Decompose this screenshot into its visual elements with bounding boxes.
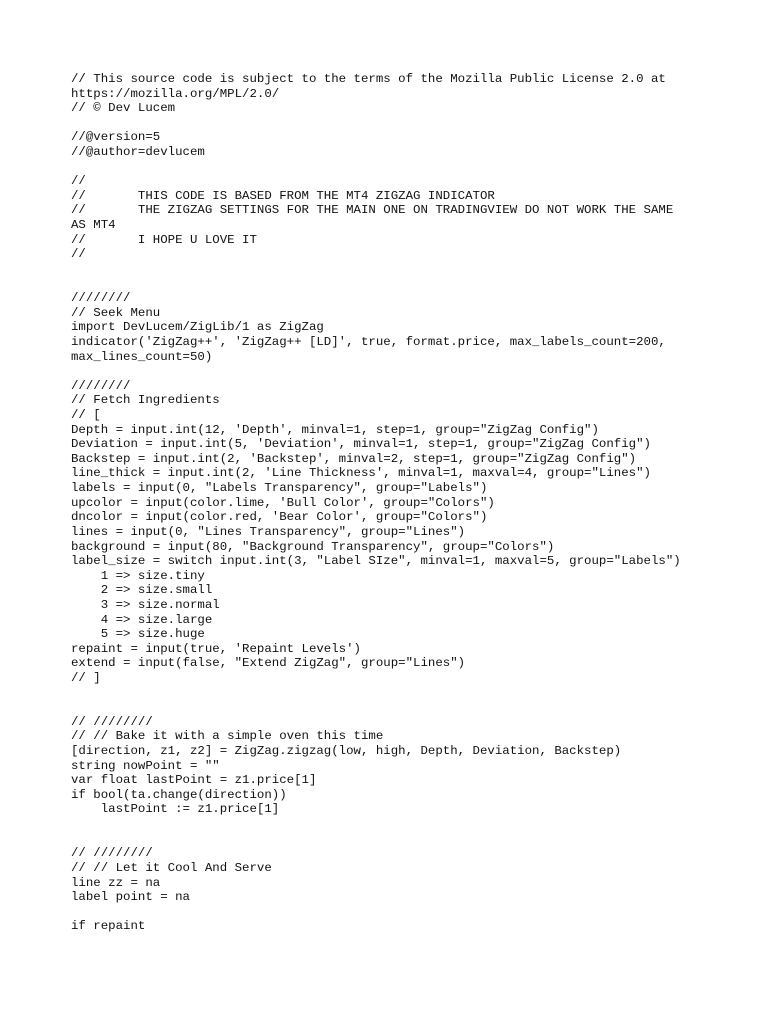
code-line: lines = input(0, "Lines Transparency", group="Lines") — [71, 524, 466, 539]
code-line: // — [71, 247, 86, 262]
code-line: string nowPoint = "" — [71, 758, 220, 773]
code-line: dncolor = input(color.red, 'Bear Color', group="Colors") — [71, 510, 488, 525]
code-line: line_thick = input.int(2, 'Line Thickness', minval=1, maxval=4, group="Lines") — [71, 466, 651, 481]
code-line: label point = na — [71, 890, 190, 905]
code-line: // //////// — [71, 846, 153, 861]
code-line: //////// — [71, 378, 131, 393]
code-line: max_lines_count=50) — [71, 349, 213, 364]
code-line: labels = input(0, "Labels Transparency", group="Labels") — [71, 481, 488, 496]
code-line — [71, 160, 711, 175]
code-line — [71, 905, 711, 920]
code-line: 4 => size.large — [71, 612, 213, 627]
code-line: var float lastPoint = z1.price[1] — [71, 773, 317, 788]
code-line — [71, 364, 711, 379]
code-line: //////// — [71, 291, 131, 306]
code-line: line zz = na — [71, 875, 161, 890]
source-code-block — [71, 72, 711, 934]
code-line: // THIS CODE IS BASED FROM THE MT4 ZIGZAG INDICATOR — [71, 188, 495, 203]
code-line: // //////// — [71, 714, 153, 729]
code-line: // — [71, 174, 86, 189]
code-line: repaint = input(true, 'Repaint Levels') — [71, 641, 361, 656]
code-line: extend = input(false, "Extend ZigZag", group="Lines") — [71, 656, 466, 671]
code-line: https://mozilla.org/MPL/2.0/ — [71, 86, 280, 101]
code-line: import DevLucem/ZigLib/1 as ZigZag — [71, 320, 324, 335]
code-line: // Fetch Ingredients — [71, 393, 220, 408]
code-line: // This source code is subject to the terms of the Mozilla Public License 2.0 at — [71, 72, 666, 86]
code-line: //@author=devlucem — [71, 145, 205, 160]
code-line: if bool(ta.change(direction)) — [71, 787, 287, 802]
code-line: // Seek Menu — [71, 305, 161, 320]
code-line: indicator('ZigZag++', 'ZigZag++ [LD]', true, format.price, max_labels_count=200, — [71, 334, 666, 349]
code-line: 1 => size.tiny — [71, 568, 205, 583]
code-line: // ] — [71, 670, 101, 685]
code-line: 5 => size.huge — [71, 627, 205, 642]
code-line: background = input(80, "Background Transparency", group="Colors") — [71, 539, 555, 554]
code-line: // // Let it Cool And Serve — [71, 860, 272, 875]
code-line — [71, 277, 711, 292]
code-line — [71, 700, 711, 715]
code-line — [71, 262, 711, 277]
code-line: Backstep = input.int(2, 'Backstep', minval=2, step=1, group="ZigZag Config") — [71, 451, 637, 466]
code-line: // // Bake it with a simple oven this time — [71, 729, 384, 744]
code-line: if repaint — [71, 919, 146, 934]
code-line — [71, 686, 711, 701]
code-line: 3 => size.normal — [71, 597, 220, 612]
code-line: lastPoint := z1.price[1] — [71, 802, 280, 817]
code-line: upcolor = input(color.lime, 'Bull Color', group="Colors") — [71, 495, 495, 510]
code-line: [direction, z1, z2] = ZigZag.zigzag(low, high, Depth, Deviation, Backstep) — [71, 744, 622, 759]
code-line: // I HOPE U LOVE IT — [71, 232, 257, 247]
code-line — [71, 817, 711, 832]
code-line: label_size = switch input.int(3, "Label SIze", minval=1, maxval=5, group="Labels") — [71, 554, 681, 569]
code-line: Depth = input.int(12, 'Depth', minval=1, step=1, group="ZigZag Config") — [71, 422, 599, 437]
code-line: // © Dev Lucem — [71, 101, 176, 116]
code-line — [71, 116, 711, 131]
code-line: // THE ZIGZAG SETTINGS FOR THE MAIN ONE ON TRADINGVIEW DO NOT WORK THE SAME — [71, 203, 674, 218]
code-line — [71, 832, 711, 847]
code-line: // [ — [71, 408, 101, 423]
code-line: //@version=5 — [71, 130, 161, 145]
code-line: 2 => size.small — [71, 583, 213, 598]
code-line: Deviation = input.int(5, 'Deviation', minval=1, step=1, group="ZigZag Config") — [71, 437, 651, 452]
code-line: AS MT4 — [71, 218, 116, 233]
